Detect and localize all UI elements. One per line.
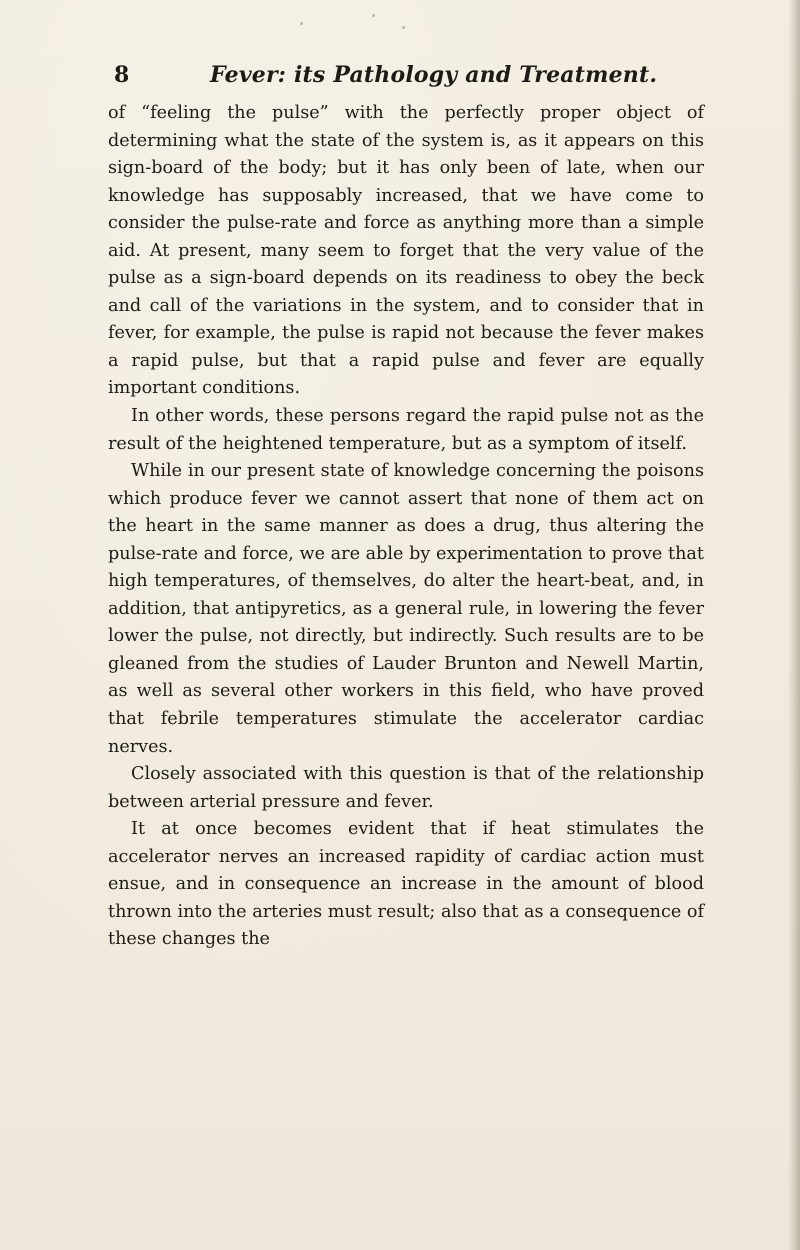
paragraph: While in our present state of knowledge concerning the poisons which produce fever we cannot assert that none of them act on the heart in the same manner as does a drug, thus altering the pulse-rate and force, we are able by experimentation to prove that high temperatures, of themselves, do alter the heart-beat, and, in addition, that antipyretics, as a general rule, in lowering the fever lower the pulse, not directly, but indirectly. Such results are to be gleaned from the studies of Lauder Brunton and Newell Martin, as well as several other workers in this field, who have proved that febrile temperatures stimulate the accelerator cardiac nerves. (108, 461, 704, 757)
running-head: Fever: its Pathology and Treatment. (210, 62, 658, 88)
page-edge-shadow (788, 0, 800, 1250)
paper-speck (402, 26, 405, 29)
paper-speck (300, 22, 303, 25)
paper-speck (372, 14, 375, 17)
paragraph: In other words, these persons regard the rapid pulse not as the result of the heightened temperature, but as a symptom of itself. (108, 406, 704, 454)
paragraph: Closely associated with this question is that of the relationship between arterial pressure and fever. (108, 764, 704, 812)
page-header (0, 62, 800, 96)
page-number: 8 (114, 62, 130, 88)
body-text (108, 100, 704, 954)
paragraph: of “feeling the pulse” with the perfectly proper object of determining what the state of the system is, as it appears on this sign-board of the body; but it has only been of late, when our knowledge has supposably increased, that we have come to consider the pulse-rate and force as anything more than a simple aid. At present, many seem to forget that the very value of the pulse as a sign-board depends on its readiness to obey the beck and call of the variations in the system, and to consider that in fever, for example, the pulse is rapid not because the fever makes a rapid pulse, but that a rapid pulse and fever are equally important conditions. (108, 103, 704, 399)
paragraph: It at once becomes evident that if heat stimulates the accelerator nerves an increased rapidity of cardiac action must ensue, and in consequence an increase in the amount of blood thrown into the arteries must result; also that as a consequence of these changes the (108, 819, 704, 950)
